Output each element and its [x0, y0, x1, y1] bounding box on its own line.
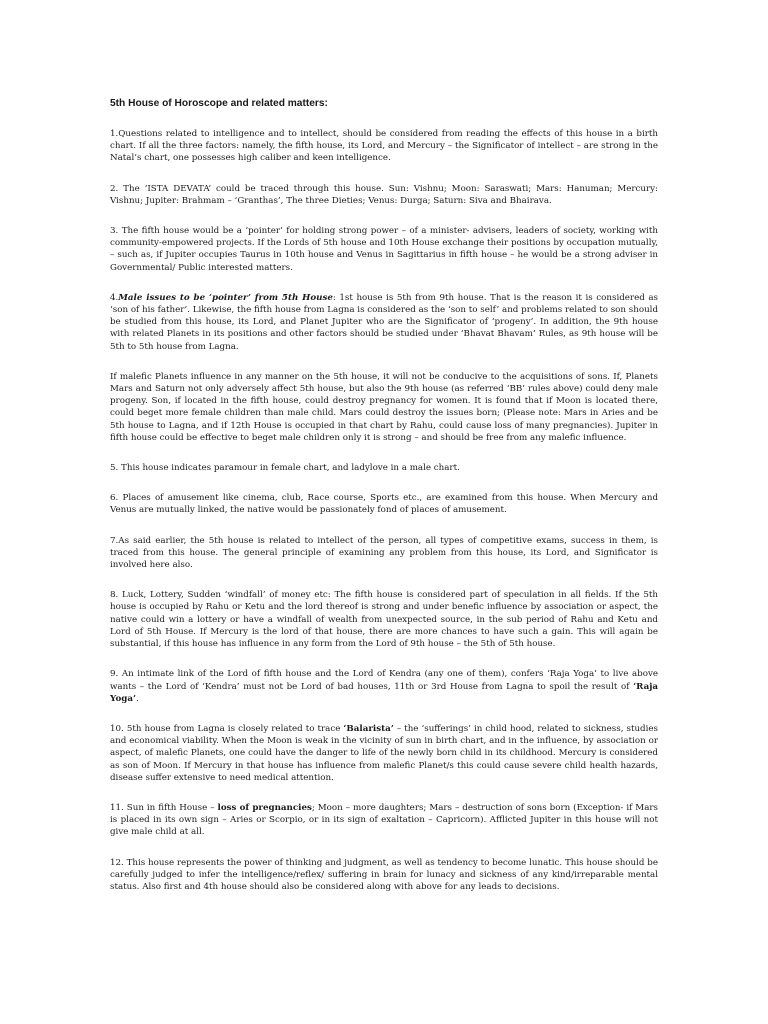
- paragraph-12-post: ; Moon – more daughters; Mars – destruction of sons born (Exception- if Mars is placed in its own sign – Aries or Scorpio, or in its sign of exaltation – Capricorn). Afflicted Jupiter in this house will not give male child at all.: [110, 802, 658, 838]
- paragraph-9: 8. Luck, Lottery, Sudden ‘windfall’ of money etc: The fifth house is considered part of speculation in all fields. If the 5th house is occupied by Rahu or Ketu and the lord thereof is strong and under benefic influence by association or aspect, the native could win a lottery or have a windfall of wealth from unexpected source, in the sub period of Rahu and Ketu and Lord of 5th House. If Mercury is the lord of that house, there are more chances to have such a gain. This will again be substantial, if this house has influence in any form from the Lord of 9th house – the 5th of 5th house.: [110, 590, 658, 650]
- paragraph-2: 2. The ‘ISTA DEVATA’ could be traced through this house. Sun: Vishnu; Moon: Saraswati; Mars: Hanuman; Mercury: Vishnu; Jupiter: Brahmam – ‘Granthas’, The three Dieties; Venus: Durga; Saturn: Siva and Bhairava.: [110, 183, 658, 206]
- paragraph-11-bold: ‘Balarista’: [343, 723, 394, 734]
- paragraph-12-pre: 11. Sun in fifth House –: [110, 802, 218, 813]
- paragraph-4-number: 4.: [110, 292, 119, 303]
- paragraph-4: [110, 292, 658, 353]
- paragraph-11-post: – the ‘sufferings’ in child hood, related to sickness, studies and economical viability. When the Moon is weak in the vicinity of sun in birth chart, and in the influence, by association or aspect, of malefic Planets, one could have the danger to life of the newly born child in its childhood. Mercury is considered as son of Moon. If Mercury in that house has influence from malefic Planet/s this could cause severe child health hazards, disease suffer extensive to need medical attention.: [110, 723, 658, 783]
- paragraph-12-bold: loss of pregnancies: [217, 802, 312, 813]
- paragraph-10-bold: ‘Raja Yoga’: [110, 681, 658, 704]
- paragraph-6: 5. This house indicates paramour in female chart, and ladylove in a male chart.: [110, 463, 460, 474]
- paragraph-10: [110, 668, 658, 705]
- paragraph-3: 3. The fifth house would be a ‘pointer’ for holding strong power – of a minister- advisers, leaders of society, working with community-empowered projects. If the Lords of 5th house and 10th House exchange their positions by occupation mutually, – such as, if Jupiter occupies Taurus in 10th house and Venus in Sagittarius in fifth house – he would be a strong adviser in Governmental/ Public interested matters.: [110, 226, 658, 273]
- paragraph-8: 7.As said earlier, the 5th house is related to intellect of the person, all types of competitive exams, success in them, is traced from this house. The general principle of examining any problem from this house, its Lord, and Significator is involved here also.: [110, 535, 658, 571]
- paragraph-12: [110, 802, 658, 839]
- paragraph-11-pre: 10. 5th house from Lagna is closely related to trace: [110, 723, 344, 734]
- paragraph-11: [110, 723, 658, 784]
- document-title: 5th House of Horoscope and related matters:: [110, 98, 328, 109]
- paragraph-4-heading: Male issues to be ‘pointer’ from 5th House: [118, 292, 333, 303]
- paragraph-4-body: : 1st house is 5th from 9th house. That is the reason it is considered as ‘son of his father’. Likewise, the fifth house from Lagna is considered as the ‘son to self’ and problems related to son should be studied from this house, its Lord, and Planet Jupiter who are the Significator of ‘progeny’. In addition, the 9th house with related Planets in its positions and other factors should be studied under ‘Bhavat Bhavam’ Rules, as 9th house will be 5th to 5th house from Lagna.: [110, 292, 659, 352]
- paragraph-13: 12. This house represents the power of thinking and judgment, as well as tendency to become lunatic. This house should be carefully judged to infer the intelligence/reflex/ suffering in brain for lunacy and sickness of any kind/irreparable mental status. Also first and 4th house should also be considered along with above for any leads to decisions.: [110, 857, 658, 892]
- paragraph-7: 6. Places of amusement like cinema, club, Race course, Sports etc., are examined from this house. When Mercury and Venus are mutually linked, the native would be passionately fond of places of amusement.: [110, 493, 658, 516]
- paragraph-1: 1.Questions related to intelligence and to intellect, should be considered from reading the effects of this house in a birth chart. If all the three factors: namely, the fifth house, its Lord, and Mercury – the Significator of intellect – are strong in the Natal’s chart, one possesses high caliber and keen intelligence.: [110, 129, 658, 164]
- document-body: [110, 98, 658, 911]
- paragraph-5: If malefic Planets influence in any manner on the 5th house, it will not be conducive to the acquisitions of sons. If, Planets Mars and Saturn not only adversely affect 5th house, but also the 9th house (as referred ‘BB’ rules above) could deny male progeny. Son, if located in the fifth house, could destroy pregnancy for women. It is found that if Moon is located there, could beget more female children than male child. Mars could destroy the issues born; (Please note: Mars in Aries and be 5th house to Lagna, and if 12th House is occupied in that chart by Rahu, could cause loss of many pregnancies). Jupiter in fifth house could be effective to beget male children only it is strong – and should be free from any malefic influence.: [110, 371, 658, 443]
- paragraph-10-body: 9. An intimate link of the Lord of fifth house and the Lord of Kendra (any one of them), confers ‘Raja Yoga’ to live above wants – the Lord of ‘Kendra’ must not be Lord of bad houses, 11th or 3rd House from Lagna to spoil the result of: [110, 669, 658, 692]
- paragraph-10-end: .: [135, 693, 139, 704]
